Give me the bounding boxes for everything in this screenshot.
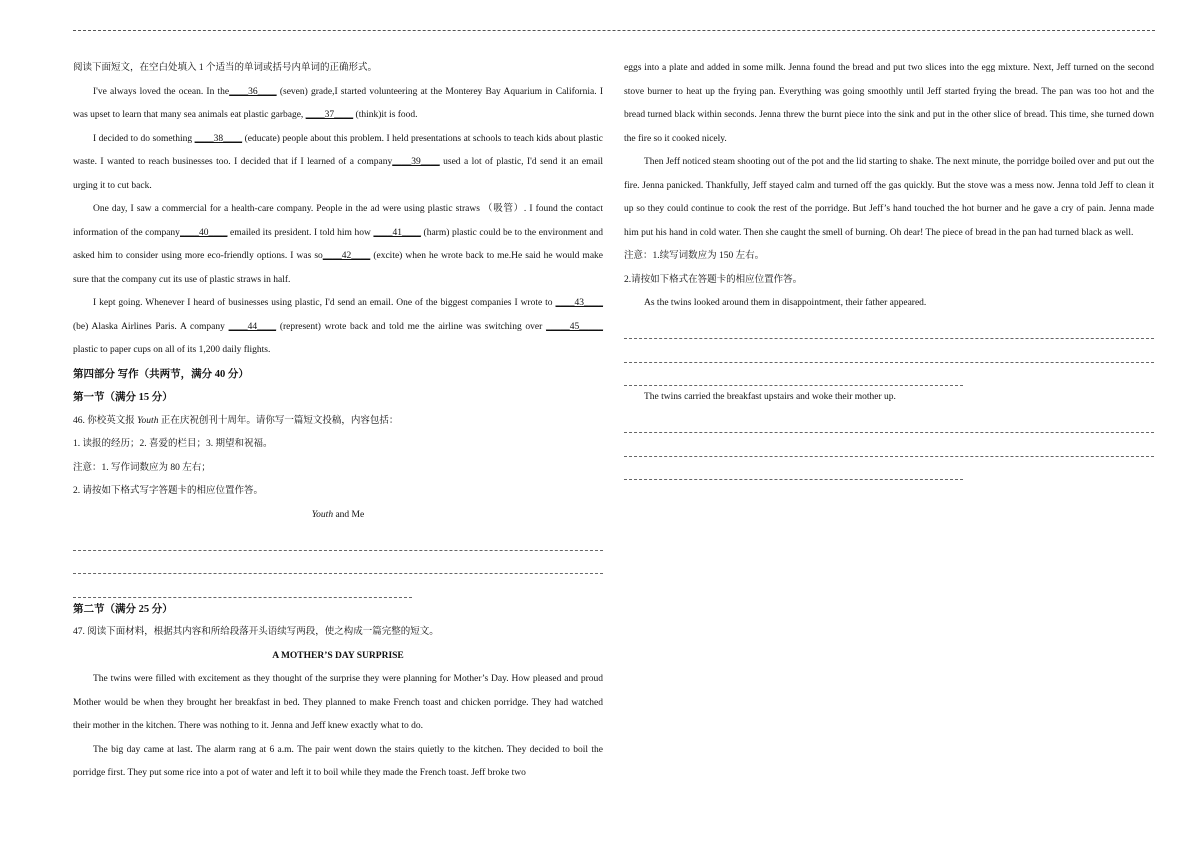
blank-38[interactable]: ____38____ bbox=[194, 133, 243, 144]
paragraph-opener-2: The twins carried the breakfast upstairs and woke their mother up. bbox=[644, 392, 896, 402]
story-paragraph-3: Then Jeff noticed steam shooting out of the pot and the lid starting to shake. The next minute, the porridge boiled over and put out the fire. Jenna panicked. Thankfully, Jeff stayed calm and turned off the gas quickly. But the stove was a mess now. Jenna told Jeff to clean it up so they could continue to cook the rest of the porridge. But Jeff’s hand touched the hot burner and he gave a cry of pain. Jenna made him put his hand in cold water. Then she caught the smell of burning. Oh dear! The piece of bread in the pan had turned black as well. bbox=[624, 157, 1154, 238]
answer-line[interactable] bbox=[624, 363, 963, 387]
paragraph-opener-1: As the twins looked around them in disappointment, their father appeared. bbox=[644, 298, 927, 308]
blank-45[interactable]: _____45_____ bbox=[546, 321, 604, 332]
story-paragraph-2-start: The big day came at last. The alarm rang at 6 a.m. The pair went down the stairs quietly to the kitchen. They decided to boil the porridge first. They put some rice into a pot of water and left it to boil while they made the French toast. Jeff broke two bbox=[73, 744, 603, 778]
right-column bbox=[624, 57, 1154, 480]
answer-line[interactable] bbox=[73, 527, 603, 551]
blank-37[interactable]: ____37____ bbox=[305, 110, 354, 120]
part4-heading: 第四部分 写作（共两节，满分 40 分） bbox=[73, 368, 249, 380]
story-title: A MOTHER’S DAY SURPRISE bbox=[272, 650, 404, 661]
question-46-note-2: 2. 请按如下格式写字答题卡的相应位置作答。 bbox=[73, 486, 264, 496]
blank-39[interactable]: ____39____ bbox=[392, 157, 440, 167]
section1-heading: 第一节（满分 15 分） bbox=[73, 392, 173, 403]
question-46: 46. 你校英文报 Youth 正在庆祝创刊十周年。请你写一篇短文投稿，内容包括： bbox=[73, 415, 399, 426]
cloze-paragraph-3: One day, I saw a commercial for a health-care company. People in the ad were using plastic straws （吸管）. I found the contact information of the company____40____ emailed its president. I told him how ____41____ (harm) plastic could be to the environment and asked him to consider using more eco-friendly options. I was so____42____ (excite) when he wrote back to me.He said he would make sure that the company cut its use of plastic straws in half. bbox=[73, 204, 604, 285]
story-paragraph-1: The twins were filled with excitement as they thought of the surprise they were planning for Mother’s Day. How pleased and proud Mother would be when they brought her breakfast in bed. They planned to make French toast and chicken porridge. They had watched their mother in the kitchen. There was nothing to it. Jenna and Jeff knew exactly what to do. bbox=[73, 674, 603, 731]
blank-42[interactable]: ____42____ bbox=[322, 251, 371, 261]
answer-line[interactable] bbox=[73, 551, 603, 575]
answer-line[interactable] bbox=[624, 433, 1154, 457]
blank-44[interactable]: ____44____ bbox=[228, 321, 277, 332]
answer-line[interactable] bbox=[624, 457, 963, 481]
answer-line[interactable] bbox=[73, 574, 412, 598]
essay-title: Youth and Me bbox=[311, 509, 365, 520]
blank-41[interactable]: ____41____ bbox=[373, 227, 421, 238]
story-paragraph-2-end: eggs into a plate and added in some milk. Jenna found the bread and put two slices into the egg mixture. Next, Jeff turned on the second stove burner to heat up the frying pan. Everything was going smoothly until Jeff started frying the bread. The pan was too hot and the bread turned black within seconds. Jenna threw the burnt piece into the sink and put in the other slice of bread. This time, she turned down the fire so it cooked nicely. bbox=[624, 63, 1154, 144]
answer-line[interactable] bbox=[624, 339, 1154, 363]
question-46-note-1: 注意：1. 写作词数应为 80 左右； bbox=[73, 462, 211, 473]
continuation-note-1: 注意：1.续写词数应为 150 左右。 bbox=[624, 251, 765, 261]
continuation-note-2: 2.请按如下格式在答题卡的相应位置作答。 bbox=[624, 274, 803, 285]
blank-43[interactable]: ____43____ bbox=[555, 298, 604, 308]
blank-40[interactable]: ____40____ bbox=[179, 227, 228, 238]
cloze-paragraph-1: I've always loved the ocean. In the____36____ (seven) grade,I started volunteering at the Monterey Bay Aquarium in California. I was upset to learn that many sea animals eat plastic garbage, ____37____ (think)it is food. bbox=[73, 86, 603, 120]
blank-36[interactable]: ____36____ bbox=[229, 86, 277, 97]
question-47: 47. 阅读下面材料，根据其内容和所给段落开头语续写两段，使之构成一篇完整的短文。 bbox=[73, 627, 439, 637]
answer-line[interactable] bbox=[624, 316, 1154, 340]
cloze-instruction: 阅读下面短文，在空白处填入 1 个适当的单词或括号内单词的正确形式。 bbox=[73, 63, 378, 73]
section2-heading: 第二节（满分 25 分） bbox=[73, 603, 173, 615]
answer-line[interactable] bbox=[624, 410, 1154, 434]
top-dashed-rule bbox=[73, 30, 1155, 31]
left-column bbox=[73, 57, 603, 786]
cloze-paragraph-4: I kept going. Whenever I heard of businesses using plastic, I'd send an email. One of the biggest companies I wrote to ____43____ (be) Alaska Airlines Paris. A company ____44____ (represent) wrote back and told me the airline was switching over _____45_____ plastic to paper cups on all of its 1,200 daily flights. bbox=[73, 298, 604, 355]
cloze-paragraph-2: I decided to do something ____38____ (educate) people about this problem. I held presentations at schools to teach kids about plastic waste. I wanted to reach businesses too. I decided that if I learned of a company____39____ used a lot of plastic, I'd send it an email urging it to cut back. bbox=[73, 133, 604, 191]
question-46-points: 1. 读报的经历；2. 喜爱的栏目；3. 期望和祝福。 bbox=[73, 439, 273, 449]
